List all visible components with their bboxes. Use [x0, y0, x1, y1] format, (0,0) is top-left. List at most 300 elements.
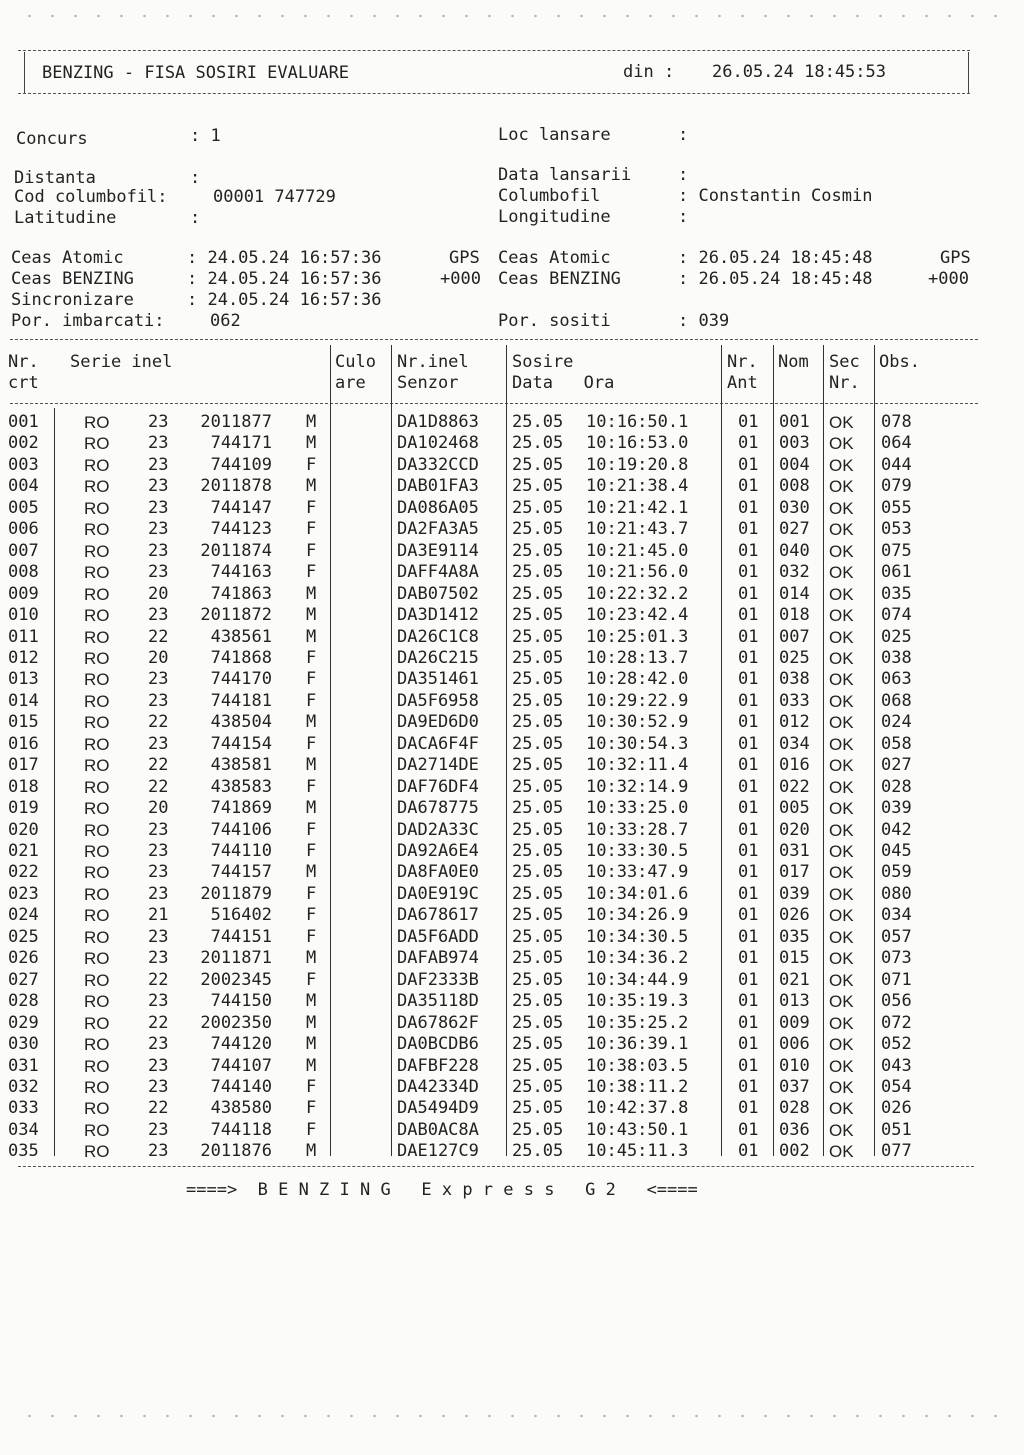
row-nr: 002 [8, 433, 39, 454]
sensor-id: DAB01FA3 [397, 476, 479, 497]
obs: 073 [881, 948, 912, 969]
table-row [0, 862, 1024, 883]
row-nr: 005 [8, 497, 39, 518]
sex: F [306, 969, 317, 990]
distanta-value: : [190, 168, 201, 188]
sec-status: OK [829, 949, 854, 969]
header-data-ora: Data Ora [512, 373, 615, 393]
arrival-time: 10:34:44.9 [586, 969, 689, 990]
antenna: 01 [738, 776, 759, 797]
arrival-time: 10:21:38.4 [586, 476, 689, 497]
arrival-time: 10:32:14.9 [586, 776, 689, 797]
sex: F [306, 776, 317, 797]
nom: 033 [779, 690, 810, 711]
nom: 020 [779, 819, 810, 840]
ring-number: 741863 [210, 583, 272, 604]
arrival-time: 10:28:42.0 [586, 669, 689, 690]
sec-status: OK [829, 1035, 854, 1055]
ring-year: 23 [148, 948, 169, 969]
ring-year: 21 [148, 905, 169, 926]
obs: 043 [881, 1055, 912, 1076]
table-row [0, 476, 1024, 497]
sex: M [306, 476, 317, 497]
ring-number: 438583 [210, 776, 272, 797]
sensor-id: DA3D1412 [397, 605, 479, 626]
arrival-date: 25.05 [512, 712, 564, 733]
header-nr-inel: Nr.inel [397, 352, 469, 372]
ring-country: RO [84, 756, 110, 776]
obs: 055 [881, 497, 912, 518]
header-nr-ant: Nr. [727, 352, 758, 372]
sex: M [306, 412, 317, 432]
clock-right-value: : 039 [678, 311, 730, 331]
obs: 039 [881, 798, 912, 819]
obs: 079 [881, 476, 912, 497]
sec-status: OK [829, 627, 854, 647]
table-row [0, 498, 1024, 519]
latitudine-label: Latitudine [14, 208, 117, 228]
sensor-id: DA2714DE [397, 755, 479, 776]
sex: M [306, 948, 317, 969]
ring-number: 516402 [210, 905, 272, 926]
obs: 051 [881, 1119, 912, 1140]
antenna: 01 [738, 433, 759, 454]
clock-left-label: Por. imbarcati: [11, 311, 165, 331]
ring-number: 744123 [210, 519, 272, 540]
antenna: 01 [738, 562, 759, 583]
row-nr: 020 [8, 819, 39, 840]
arrival-date: 25.05 [512, 1141, 564, 1162]
row-nr: 018 [8, 776, 39, 797]
header-sosire: Sosire [512, 352, 574, 372]
bottom-print-specks [18, 1412, 1006, 1420]
table-row [0, 927, 1024, 948]
sec-status: OK [829, 691, 854, 711]
sec-status: OK [829, 1142, 854, 1162]
antenna: 01 [738, 476, 759, 497]
report-title: BENZING - FISA SOSIRI EVALUARE [42, 63, 350, 83]
antenna: 01 [738, 969, 759, 990]
sec-status: OK [829, 477, 854, 497]
arrival-date: 25.05 [512, 647, 564, 668]
ring-year: 23 [148, 519, 169, 540]
ring-number: 744140 [210, 1076, 272, 1097]
arrival-time: 10:34:30.5 [586, 926, 689, 947]
nom: 036 [779, 1119, 810, 1140]
obs: 045 [881, 841, 912, 861]
ring-country: RO [84, 477, 110, 497]
nom: 026 [779, 905, 810, 926]
nom: 025 [779, 647, 810, 668]
row-nr: 030 [8, 1034, 39, 1055]
data-lansarii-value: : [678, 165, 689, 185]
antenna: 01 [738, 690, 759, 711]
antenna: 01 [738, 583, 759, 604]
arrival-date: 25.05 [512, 1055, 564, 1076]
antenna: 01 [738, 926, 759, 947]
ring-year: 23 [148, 669, 169, 690]
top-print-specks [18, 12, 1006, 20]
obs: 068 [881, 690, 912, 711]
antenna: 01 [738, 733, 759, 754]
clock-left-label: Sincronizare [11, 290, 134, 310]
nom: 030 [779, 497, 810, 518]
arrival-date: 25.05 [512, 519, 564, 540]
table-row [0, 669, 1024, 690]
sex: M [306, 1141, 317, 1162]
sensor-id: DA9ED6D0 [397, 712, 479, 733]
clock-left-label: Ceas Atomic [11, 248, 124, 268]
arrival-time: 10:34:26.9 [586, 905, 689, 926]
ring-country: RO [84, 455, 110, 475]
header-nr: Nr. [8, 352, 39, 372]
ring-country: RO [84, 713, 110, 733]
arrival-date: 25.05 [512, 412, 564, 432]
table-row [0, 948, 1024, 969]
sensor-id: DA5494D9 [397, 1098, 479, 1119]
nom: 005 [779, 798, 810, 819]
arrival-time: 10:32:11.4 [586, 755, 689, 776]
clock-right-suffix: GPS [940, 248, 971, 268]
ring-country: RO [84, 884, 110, 904]
table-row [0, 1120, 1024, 1141]
ring-country: RO [84, 842, 110, 861]
nom: 022 [779, 776, 810, 797]
row-nr: 010 [8, 605, 39, 626]
table-row [0, 605, 1024, 626]
row-nr: 007 [8, 540, 39, 561]
nom: 018 [779, 605, 810, 626]
sensor-id: DA351461 [397, 669, 479, 690]
antenna: 01 [738, 841, 759, 861]
arrival-time: 10:35:25.2 [586, 1012, 689, 1033]
row-nr: 026 [8, 948, 39, 969]
ring-number: 744154 [210, 733, 272, 754]
sex: F [306, 1098, 317, 1119]
ring-year: 23 [148, 883, 169, 904]
antenna: 01 [738, 712, 759, 733]
table-row [0, 798, 1024, 819]
sex: M [306, 862, 317, 883]
header-sec: Sec [829, 352, 860, 372]
sensor-id: DA332CCD [397, 454, 479, 475]
ring-number: 744150 [210, 991, 272, 1012]
arrival-date: 25.05 [512, 1034, 564, 1055]
row-nr: 009 [8, 583, 39, 604]
antenna: 01 [738, 819, 759, 840]
row-nr: 028 [8, 991, 39, 1012]
row-nr: 021 [8, 841, 39, 861]
latitudine-value: : [190, 208, 201, 228]
antenna: 01 [738, 605, 759, 626]
obs: 072 [881, 1012, 912, 1033]
ring-year: 23 [148, 690, 169, 711]
header-nom: Nom [778, 352, 809, 372]
ring-country: RO [84, 970, 110, 990]
header-right-border [968, 52, 969, 94]
table-row [0, 970, 1024, 991]
ring-year: 22 [148, 776, 169, 797]
clock-left-suffix: +000 [440, 269, 481, 289]
clock-right-label: Ceas BENZING [498, 269, 621, 289]
nom: 002 [779, 1141, 810, 1162]
arrival-time: 10:21:42.1 [586, 497, 689, 518]
ring-country: RO [84, 498, 110, 518]
sex: F [306, 841, 317, 861]
arrival-date: 25.05 [512, 1098, 564, 1119]
arrival-date: 25.05 [512, 969, 564, 990]
sensor-id: DA8FA0E0 [397, 862, 479, 883]
sensor-id: DA26C215 [397, 647, 479, 668]
sensor-id: DAF2333B [397, 969, 479, 990]
ring-country: RO [84, 520, 110, 540]
obs: 078 [881, 412, 912, 432]
sensor-id: DA35118D [397, 991, 479, 1012]
sex: F [306, 733, 317, 754]
obs: 026 [881, 1098, 912, 1119]
arrival-time: 10:38:03.5 [586, 1055, 689, 1076]
ring-year: 23 [148, 1076, 169, 1097]
din-label: din : [623, 62, 675, 82]
antenna: 01 [738, 798, 759, 819]
antenna: 01 [738, 883, 759, 904]
sec-status: OK [829, 992, 854, 1012]
table-row [0, 991, 1024, 1012]
ring-number: 744120 [210, 1034, 272, 1055]
sec-status: OK [829, 799, 854, 819]
obs: 044 [881, 454, 912, 475]
sec-status: OK [829, 670, 854, 690]
ring-country: RO [84, 820, 110, 840]
table-row [0, 841, 1024, 862]
row-nr: 015 [8, 712, 39, 733]
ring-number: 744109 [210, 454, 272, 475]
arrival-date: 25.05 [512, 669, 564, 690]
ring-number: 2011872 [200, 605, 272, 626]
ring-country: RO [84, 1056, 110, 1076]
ring-number: 438581 [210, 755, 272, 776]
ring-year: 22 [148, 1098, 169, 1119]
sex: F [306, 669, 317, 690]
arrival-date: 25.05 [512, 883, 564, 904]
table-bottom-border [18, 1166, 974, 1167]
antenna: 01 [738, 497, 759, 518]
arrival-time: 10:21:45.0 [586, 540, 689, 561]
nom: 028 [779, 1098, 810, 1119]
ring-year: 20 [148, 647, 169, 668]
arrival-time: 10:29:22.9 [586, 690, 689, 711]
obs: 061 [881, 562, 912, 583]
arrival-time: 10:45:11.3 [586, 1141, 689, 1162]
table-row [0, 734, 1024, 755]
concurs-label: Concurs [16, 129, 88, 149]
arrival-date: 25.05 [512, 454, 564, 475]
sex: M [306, 755, 317, 776]
arrival-time: 10:38:11.2 [586, 1076, 689, 1097]
ring-year: 23 [148, 991, 169, 1012]
arrival-time: 10:33:30.5 [586, 841, 689, 861]
row-nr: 023 [8, 883, 39, 904]
sex: M [306, 991, 317, 1012]
distanta-label: Distanta [14, 168, 96, 188]
obs: 077 [881, 1141, 912, 1162]
sensor-id: DAD2A33C [397, 819, 479, 840]
arrival-date: 25.05 [512, 841, 564, 861]
antenna: 01 [738, 519, 759, 540]
ring-country: RO [84, 949, 110, 969]
row-nr: 029 [8, 1012, 39, 1033]
sex: F [306, 883, 317, 904]
ring-country: RO [84, 799, 110, 819]
table-row [0, 691, 1024, 712]
arrival-date: 25.05 [512, 626, 564, 647]
table-row [0, 1077, 1024, 1098]
row-nr: 022 [8, 862, 39, 883]
arrival-date: 25.05 [512, 476, 564, 497]
row-nr: 008 [8, 562, 39, 583]
ring-year: 23 [148, 841, 169, 861]
antenna: 01 [738, 1034, 759, 1055]
ring-country: RO [84, 691, 110, 711]
row-nr: 014 [8, 690, 39, 711]
nom: 012 [779, 712, 810, 733]
sex: F [306, 905, 317, 926]
loc-lansare-value: : [678, 125, 689, 145]
nom: 004 [779, 454, 810, 475]
table-row [0, 712, 1024, 733]
ring-number: 744107 [210, 1055, 272, 1076]
sensor-id: DA67862F [397, 1012, 479, 1033]
clock-left-value: : 24.05.24 16:57:36 [187, 290, 382, 310]
arrival-time: 10:21:56.0 [586, 562, 689, 583]
sec-status: OK [829, 563, 854, 583]
sec-status: OK [829, 713, 854, 733]
footer-banner: ====> B E N Z I N G E x p r e s s G 2 <==== [186, 1180, 698, 1200]
nom: 038 [779, 669, 810, 690]
ring-year: 23 [148, 1034, 169, 1055]
table-row [0, 541, 1024, 562]
ring-year: 20 [148, 583, 169, 604]
ring-country: RO [84, 1035, 110, 1055]
sensor-id: DAE127C9 [397, 1141, 479, 1162]
row-nr: 011 [8, 626, 39, 647]
row-nr: 025 [8, 926, 39, 947]
ring-number: 741868 [210, 647, 272, 668]
ring-year: 23 [148, 926, 169, 947]
arrival-time: 10:21:43.7 [586, 519, 689, 540]
row-nr: 003 [8, 454, 39, 475]
sensor-id: DA0BCDB6 [397, 1034, 479, 1055]
antenna: 01 [738, 1076, 759, 1097]
sec-status: OK [829, 1099, 854, 1119]
nom: 027 [779, 519, 810, 540]
sec-status: OK [829, 413, 854, 432]
nom: 017 [779, 862, 810, 883]
obs: 074 [881, 605, 912, 626]
arrival-date: 25.05 [512, 433, 564, 454]
arrival-date: 25.05 [512, 1076, 564, 1097]
header-bottom-border [18, 93, 970, 94]
nom: 007 [779, 626, 810, 647]
sec-status: OK [829, 884, 854, 904]
table-row [0, 562, 1024, 583]
arrival-time: 10:30:52.9 [586, 712, 689, 733]
nom: 037 [779, 1076, 810, 1097]
sec-status: OK [829, 1077, 854, 1097]
sec-status: OK [829, 520, 854, 540]
arrival-time: 10:28:13.7 [586, 647, 689, 668]
sex: F [306, 519, 317, 540]
arrival-date: 25.05 [512, 755, 564, 776]
ring-year: 23 [148, 562, 169, 583]
sensor-id: DA5F6958 [397, 690, 479, 711]
table-row [0, 820, 1024, 841]
ring-year: 23 [148, 454, 169, 475]
table-row [0, 455, 1024, 476]
antenna: 01 [738, 1141, 759, 1162]
ring-country: RO [84, 563, 110, 583]
arrival-date: 25.05 [512, 862, 564, 883]
nom: 035 [779, 926, 810, 947]
obs: 024 [881, 712, 912, 733]
nom: 040 [779, 540, 810, 561]
arrival-time: 10:43:50.1 [586, 1119, 689, 1140]
ring-country: RO [84, 413, 110, 432]
obs: 028 [881, 776, 912, 797]
nom: 021 [779, 969, 810, 990]
arrival-date: 25.05 [512, 733, 564, 754]
ring-number: 2011874 [200, 540, 272, 561]
ring-year: 23 [148, 433, 169, 454]
antenna: 01 [738, 540, 759, 561]
clock-right-value: : 26.05.24 18:45:48 [678, 269, 873, 289]
nom: 034 [779, 733, 810, 754]
arrival-time: 10:22:32.2 [586, 583, 689, 604]
sec-status: OK [829, 541, 854, 561]
obs: 071 [881, 969, 912, 990]
ring-number: 744147 [210, 497, 272, 518]
sex: M [306, 1034, 317, 1055]
ring-year: 23 [148, 733, 169, 754]
ring-country: RO [84, 648, 110, 668]
ring-country: RO [84, 992, 110, 1012]
nom: 010 [779, 1055, 810, 1076]
ring-number: 2011876 [200, 1141, 272, 1162]
ring-year: 20 [148, 798, 169, 819]
sensor-id: DAB07502 [397, 583, 479, 604]
nom: 008 [779, 476, 810, 497]
row-nr: 019 [8, 798, 39, 819]
sec-status: OK [829, 820, 854, 840]
arrival-date: 25.05 [512, 497, 564, 518]
ring-country: RO [84, 1142, 110, 1162]
arrival-time: 10:35:19.3 [586, 991, 689, 1012]
antenna: 01 [738, 991, 759, 1012]
ring-year: 23 [148, 412, 169, 432]
row-nr: 004 [8, 476, 39, 497]
row-nr: 017 [8, 755, 39, 776]
obs: 038 [881, 647, 912, 668]
ring-country: RO [84, 670, 110, 690]
table-row [0, 905, 1024, 926]
sex: M [306, 1012, 317, 1033]
obs: 059 [881, 862, 912, 883]
ring-year: 23 [148, 540, 169, 561]
row-nr: 035 [8, 1141, 39, 1162]
sec-status: OK [829, 842, 854, 861]
ring-number: 744170 [210, 669, 272, 690]
sensor-id: DA26C1C8 [397, 626, 479, 647]
